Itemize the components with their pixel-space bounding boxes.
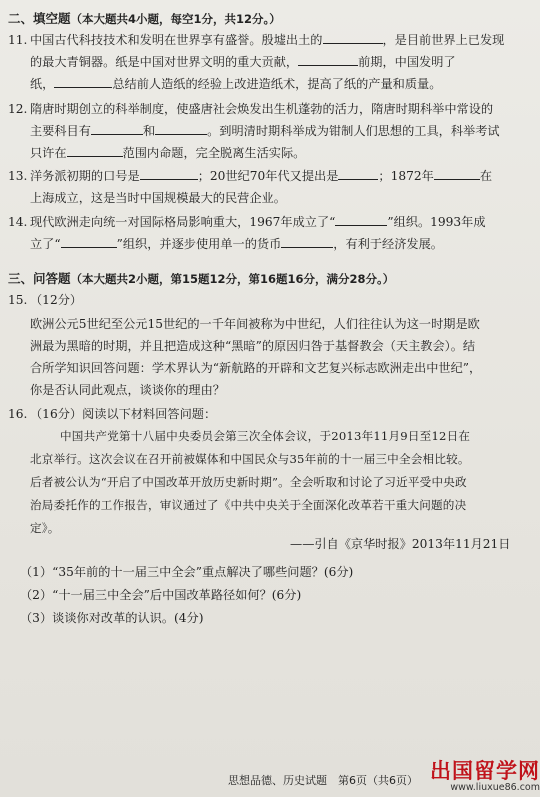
- q12-blank1[interactable]: [91, 123, 143, 135]
- q13-blank3[interactable]: [434, 168, 480, 180]
- q11-text: 纸，: [30, 77, 55, 91]
- q11-text: 总结前人造纸的经验上改进造纸术，提高了纸的产量和质量。: [112, 77, 442, 91]
- q16-number: 16.: [8, 407, 28, 421]
- q14-text: ”组织。1993年成: [387, 215, 486, 229]
- q12-number: 12.: [8, 102, 28, 116]
- q11-line1: [8, 32, 504, 48]
- q12-text: 隋唐时期创立的科举制度，使盛唐社会焕发出生机蓬勃的活力，隋唐时期科举中常设的: [30, 102, 494, 116]
- q11-text: 的最大青铜器。纸是中国对世界文明的重大贡献，: [30, 55, 299, 69]
- section3-title: 三、问答题: [8, 271, 71, 286]
- q16-material-line3: 后者被公认为“开启了中国改革开放历史新时期”。全会听取和讨论了习近平受中央政: [30, 475, 467, 489]
- q13-line1: [8, 168, 492, 184]
- q13-line2: [30, 190, 286, 206]
- watermark-url: www.liuxue86.com: [450, 782, 540, 793]
- q12-text: 。到明清时期科举成为钳制人们思想的工具，科举考试: [207, 124, 500, 138]
- q12-line3: [30, 145, 305, 161]
- q13-text: ；1872年: [378, 169, 434, 183]
- q16-source: ——引自《京华时报》2013年11月21日: [290, 537, 511, 551]
- q16-material-line5: 定》。: [30, 521, 60, 535]
- q15-header: [8, 292, 82, 308]
- q15-score: （12分）: [30, 293, 83, 307]
- q11-text: ，是目前世界上已发现: [382, 33, 505, 47]
- section2-heading: [8, 9, 281, 27]
- q15-line2: 洲最为黑暗的时期，并且把造成这种“黑暗”的原因归咎于基督教会（天主教会）。结: [30, 339, 476, 353]
- q12-text: 和: [142, 124, 156, 138]
- q14-line2: [30, 236, 443, 252]
- q12-blank2[interactable]: [155, 123, 207, 135]
- q11-line2: [30, 54, 456, 70]
- q16-material-line4: 治局委托作的工作报告，审议通过了《中共中央关于全面深化改革若干重大问题的决: [30, 498, 467, 512]
- q14-blank2[interactable]: [61, 236, 117, 248]
- q15-line4: 你是否认同此观点，谈谈你的理由？: [30, 383, 225, 397]
- q16-header: [8, 406, 216, 422]
- q12-line2: [30, 123, 500, 139]
- section2-note: （本大题共4小题，每空1分，共12分。）: [70, 12, 281, 26]
- section3-note: （本大题共2小题，第15题12分，第16题16分，满分28分。）: [70, 272, 395, 286]
- q14-text: 现代欧洲走向统一对国际格局影响重大，1967年成立了“: [30, 215, 336, 229]
- q15-line3: 合所学知识回答问题：学术界认为“新航路的开辟和文艺复兴标志欧洲走出中世纪”，: [30, 361, 482, 375]
- page-footer: 思想品德、历史试题 第6页（共6页）: [228, 774, 418, 787]
- q16-subq3: （3）谈谈你对改革的认识。(4分): [20, 611, 204, 625]
- q15-line1: 欧洲公元5世纪至公元15世纪的一千年间被称为中世纪，人们往往认为这一时期是欧: [30, 317, 480, 331]
- q11-number: 11.: [8, 33, 28, 47]
- watermark: [418, 760, 540, 797]
- q11-text: 中国古代科技技术和发明在世界享有盛誉。殷墟出土的: [30, 33, 323, 47]
- q12-text: 范围内命题，完全脱离生活实际。: [122, 146, 306, 160]
- q15-number: 15.: [8, 293, 28, 307]
- q12-text: 只许在: [30, 146, 67, 160]
- q12-line1: [8, 101, 493, 117]
- q14-number: 14.: [8, 215, 28, 229]
- q16-subq2: （2）“十一届三中全会”后中国改革路径如何？(6分): [20, 588, 302, 602]
- q14-text: ”组织，并逐步使用单一的货币: [116, 237, 282, 251]
- q11-text: 前期，中国发明了: [358, 55, 456, 69]
- q12-blank3[interactable]: [67, 145, 123, 157]
- q14-blank1[interactable]: [335, 214, 387, 226]
- q16-subq1: （1）“35年前的十一届三中全会”重点解决了哪些问题？(6分): [20, 565, 354, 579]
- q14-line1: [8, 214, 486, 230]
- q14-text: 立了“: [30, 237, 61, 251]
- q11-blank2[interactable]: [298, 54, 358, 66]
- q13-text: 在: [479, 169, 492, 183]
- q16-material-line2: 北京举行。这次会议在召开前被媒体和中国民众与35年前的十一届三中全会相比较。: [30, 452, 470, 466]
- q11-blank1[interactable]: [323, 32, 383, 44]
- q14-text: ，有利于经济发展。: [333, 237, 443, 251]
- q13-text: 上海成立，这是当时中国规模最大的民营企业。: [30, 191, 286, 205]
- q13-blank1[interactable]: [140, 168, 198, 180]
- q14-blank3[interactable]: [281, 236, 333, 248]
- section3-heading: [8, 269, 394, 287]
- q11-blank3[interactable]: [54, 76, 112, 88]
- q16-intro: （16分）阅读以下材料回答问题：: [30, 407, 217, 421]
- q13-number: 13.: [8, 169, 28, 183]
- q16-material-line1: 中国共产党第十八届中央委员会第三次全体会议，于2013年11月9日至12日在: [60, 429, 471, 443]
- section2-title: 二、填空题: [8, 11, 71, 26]
- watermark-name: 出国留学网: [430, 759, 540, 783]
- q13-text: ；20世纪70年代又提出是: [197, 169, 339, 183]
- q13-blank2[interactable]: [338, 168, 378, 180]
- q13-text: 洋务派初期的口号是: [30, 169, 140, 183]
- q12-text: 主要科目有: [30, 124, 91, 138]
- q11-line3: [30, 76, 441, 92]
